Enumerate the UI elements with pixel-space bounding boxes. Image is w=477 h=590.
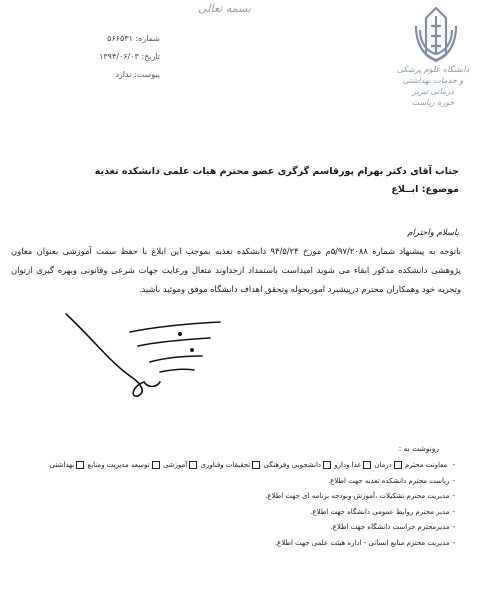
cc-item: - مدیر محترم روابط عمومی دانشگاه جهت اطلاع. [25,505,455,521]
cc-option: غذا ودارو [334,461,361,469]
cc-item: - مدیریت محترم تشکیلات ،آموزش وبودجه برنامه ای جهت اطلاع. [25,489,455,505]
checkbox-icon [323,461,331,469]
basmala: بسمه تعالی [198,2,251,15]
letter-attachment [40,70,160,79]
number-value: ۵۶۶۵۳۱ [107,34,133,43]
attachment-value: ندارد [115,70,132,79]
cc-item: - مدیریت محترم منابع انسانی - اداره هیئت علمی جهت اطلاع. [25,536,455,552]
university-logo [406,4,466,64]
university-line-3: حوزه ریاست [411,98,455,107]
number-label: شماره: [135,34,160,43]
checkbox-icon [252,461,260,469]
subject: موضوع: ابــلاغ [391,184,459,195]
cc-prefix: معاونت محترم [404,461,448,469]
cc-option: تحقیقات وفناوری [200,461,251,469]
cc-option: بهداشتی [49,461,75,469]
cc-option: دانشجویی وفرهنگی [263,461,322,469]
date-label: تاریخ: [141,52,160,61]
handwritten-signature [60,312,230,404]
university-line-1: دانشگاه علوم پزشکی [396,65,470,74]
date-value: ۱۳۹۴/۰۶/۰۳ [99,52,139,61]
letter-date [40,52,160,61]
checkbox-icon [76,461,84,469]
checkbox-icon [189,461,197,469]
checkbox-icon [363,461,371,469]
greeting: باسلام واحترام [407,228,459,238]
attachment-label: پیوست: [133,70,160,79]
letter-number [40,34,160,43]
checkbox-icon [394,461,402,469]
recipient: جناب آقای دکتر بهرام پورقاسم گرگری عضو محترم هیات علمی دانشکده تغذیه [94,166,459,177]
cc-vice-chancellors [25,458,455,474]
checkbox-icon [152,461,160,469]
cc-option: توسعه مدیریت ومنابع [87,461,150,469]
cc-item: - ریاست محترم دانشکده تغذیه جهت اطلاع. [25,474,455,490]
cc-list [25,458,455,552]
cc-title: رونوشت به : [398,444,439,453]
university-line-2: و خدمات بهداشتی درمانی تبریز [402,76,464,96]
cc-option: آموزشی [162,461,188,469]
cc-item: - مدیرمحترم حراست دانشگاه جهت اطلاع. [25,520,455,536]
cc-option: درمان [374,461,392,469]
university-name [392,64,474,108]
letter-body: باتوجه به پیشنهاد شماره ۵/۹۷/۲۰۸۸م مورخ ۹۴/۵/۲۴ دانشکده تغذیه بموجب این ابلاغ با حفظ سمت آموزشی بعنوان معاون پژوهشی دانشکده مذکور ابقاء می شوید امیداست باستمداد ازخداوند متعال ورعایت جهات شرعی وقانونی وبهره گیری ازتوان وتجربه خود وهمکاران محترم درپیشبرد اموربحوله وتحقق اهداف دانشگاه موفق وموئید باشید. [11,246,461,294]
